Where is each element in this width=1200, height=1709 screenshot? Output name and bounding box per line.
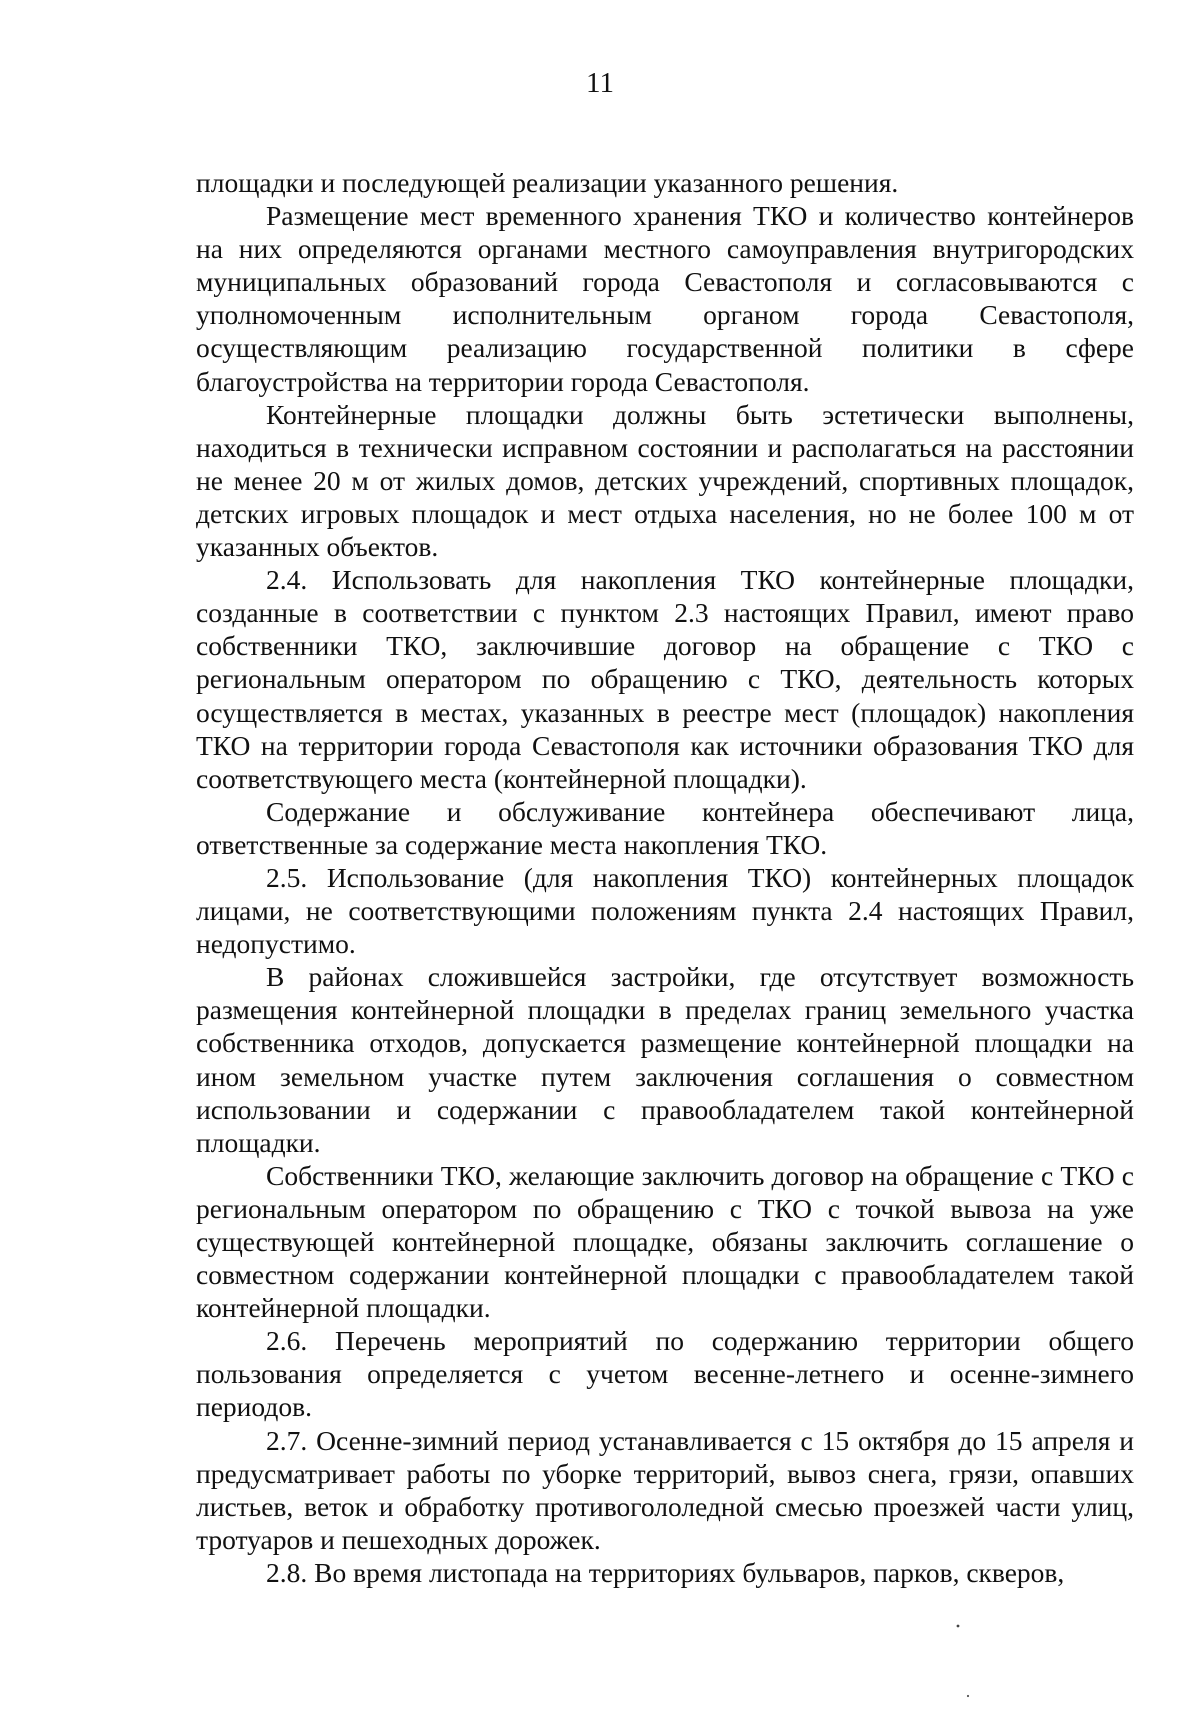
paragraph-existing-development-areas: В районах сложившейся застройки, где отсутствует возможность размещения контейнерной площадки в пределах границ земельного участка собственника отходов, допускается размещение контейнерной площадки на ином земельном участке путем заключения соглашения о совместном использовании и содержании с правообладателем такой контейнерной площадки. xyxy=(196,961,1134,1158)
paragraph-section-2-6: 2.6. Перечень мероприятий по содержанию территории общего пользования определяется с учетом весенне-летнего и осенне-зимнего периодов. xyxy=(196,1325,1134,1423)
document-body xyxy=(196,166,1134,1589)
page-number: 11 xyxy=(586,67,614,99)
paragraph-continuation: площадки и последующей реализации указанного решения. xyxy=(196,167,899,198)
paragraph-container-sites-requirements: Контейнерные площадки должны быть эстетически выполнены, находиться в технически исправном состоянии и располагаться на расстоянии не менее 20 м от жилых домов, детских учреждений, спортивных площадок, детских игровых площадок и мест отдыха населения, но не более 100 м от указанных объектов. xyxy=(196,398,1134,563)
paragraph-section-2-4: 2.4. Использовать для накопления ТКО контейнерные площадки, созданные в соответствии с пунктом 2.3 настоящих Правил, имеют право собственники ТКО, заключившие договор на обращение с ТКО с региональным оператором по обращению с ТКО, деятельность которых осуществляется в местах, указанных в реестре мест (площадок) накопления ТКО на территории города Севастополя как источники образования ТКО для соответствующего места (контейнерной площадки). xyxy=(196,564,1134,794)
paragraph-section-2-5: 2.5. Использование (для накопления ТКО) контейнерных площадок лицами, не соответствующими положениям пункта 2.4 настоящих Правил, недопустимо. xyxy=(196,861,1134,960)
paragraph-section-2-8: 2.8. Во время листопада на территориях бульваров, парков, скверов, xyxy=(266,1556,1065,1588)
scan-speck xyxy=(967,1695,969,1697)
paragraph-section-2-7: 2.7. Осенне-зимний период устанавливается с 15 октября до 15 апреля и предусматривает работы по уборке территорий, вывоз снега, грязи, опавших листьев, веток и обработку противогололедной смесью проезжей части улиц, тротуаров и пешеходных дорожек. xyxy=(196,1424,1134,1555)
paragraph-container-maintenance: Содержание и обслуживание контейнера обеспечивают лица, ответственные за содержание места накопления ТКО. xyxy=(196,795,1134,860)
paragraph-placement-of-storage: Размещение мест временного хранения ТКО и количество контейнеров на них определяются органами местного самоуправления внутригородских муниципальных образований города Севастополя и согласовываются с уполномоченным исполнительным органом города Севастополя, осуществляющим реализацию государственной политики в сфере благоустройства на территории города Севастополя. xyxy=(196,200,1134,397)
scan-speck xyxy=(957,1625,960,1628)
paragraph-tko-owners-agreement: Собственники ТКО, желающие заключить договор на обращение с ТКО с региональным оператором по обращению с ТКО с точкой вывоза на уже существующей контейнерной площадке, обязаны заключить соглашение о совместном содержании контейнерной площадки с правообладателем такой контейнерной площадки. xyxy=(196,1159,1134,1324)
